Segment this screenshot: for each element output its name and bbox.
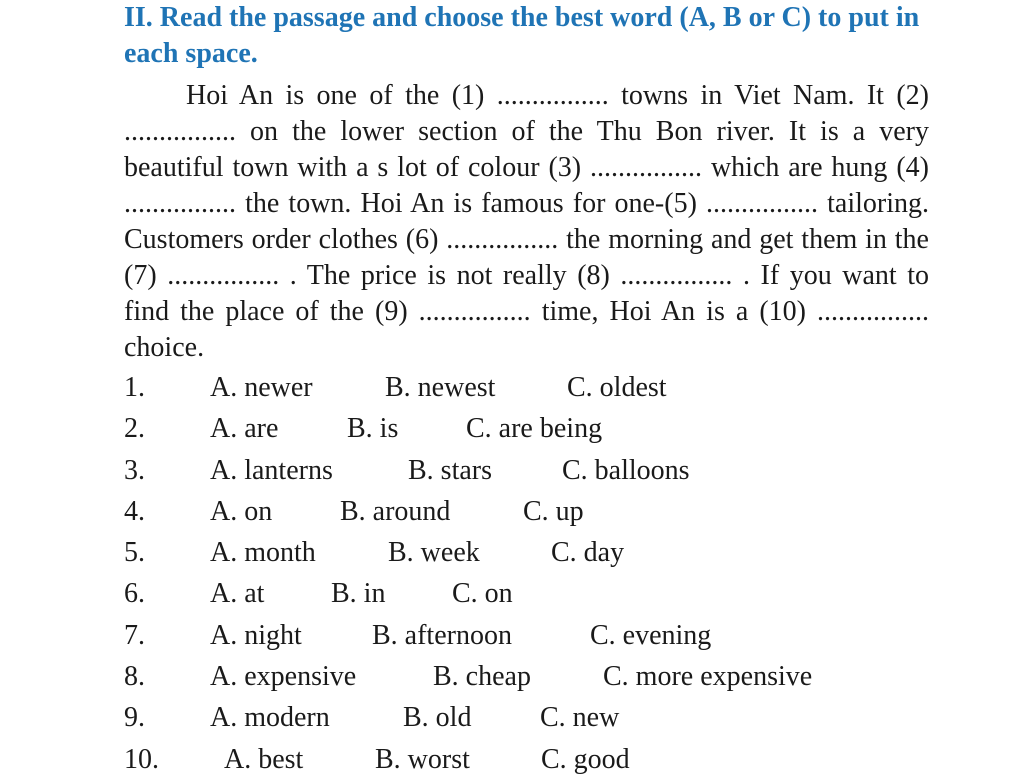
blank-6: ................ <box>446 224 559 255</box>
reading-passage <box>124 78 929 366</box>
passage-text: on the lower section of the Thu Bon river. It is a very beautiful town with a s lot of colour (3) <box>124 116 929 183</box>
blank-5: ................ <box>706 188 819 219</box>
question-row <box>124 656 924 697</box>
exercise-heading: II. Read the passage and choose the best word (A, B or C) to put in each space. <box>124 2 920 69</box>
option-c: C. evening <box>590 619 712 651</box>
option-a: A. at <box>210 578 265 610</box>
answer-options <box>124 367 924 780</box>
question-row <box>124 408 924 449</box>
option-a: A. lanterns <box>210 454 333 486</box>
passage-text: towns in Viet Nam. It (2) <box>608 80 930 111</box>
option-b: B. worst <box>375 743 470 775</box>
blank-9: ................ <box>418 296 531 327</box>
question-row <box>124 450 924 491</box>
option-a: A. best <box>224 743 304 775</box>
option-c: C. day <box>551 537 625 569</box>
option-b: B. around <box>340 495 451 527</box>
question-row <box>124 739 924 780</box>
passage-text: the morning and get them in the (7) <box>124 224 929 291</box>
option-a: A. are <box>210 413 279 445</box>
option-b: B. in <box>331 578 386 610</box>
question-row <box>124 573 924 614</box>
option-b: B. newest <box>385 372 496 403</box>
option-c: C. oldest <box>567 372 667 403</box>
passage-text: . If you want to find the place of the (9) <box>124 260 929 327</box>
option-a: A. modern <box>210 702 330 734</box>
passage-text: Hoi An is one of the (1) <box>186 80 497 111</box>
passage-text: time, Hoi An is a (10) <box>530 296 817 327</box>
blank-10: ................ <box>817 296 929 327</box>
question-number: 5. <box>124 537 145 569</box>
question-number: 6. <box>124 578 145 610</box>
question-row <box>124 367 924 408</box>
question-number: 2. <box>124 413 145 445</box>
blank-7: ................ <box>167 260 280 291</box>
option-a: A. expensive <box>210 661 357 693</box>
passage-text: choice. <box>124 332 205 363</box>
passage-text: which are hung (4) <box>702 152 929 183</box>
option-b: B. week <box>388 537 480 569</box>
option-c: C. on <box>452 578 513 610</box>
passage-text: . The price is not really (8) <box>279 260 621 291</box>
question-number: 4. <box>124 495 145 527</box>
option-c: C. new <box>540 702 620 734</box>
passage-text: the town. Hoi An is famous for one-(5) <box>236 188 707 219</box>
option-c: C. more expensive <box>603 661 813 693</box>
question-row <box>124 615 924 656</box>
question-number: 1. <box>124 372 145 403</box>
option-c: C. up <box>523 495 584 527</box>
blank-2: ................ <box>124 116 236 147</box>
blank-3: ................ <box>590 152 703 183</box>
passage-text: tailoring. Customers order clothes (6) <box>124 188 929 255</box>
blank-1: ................ <box>496 80 609 111</box>
option-b: B. cheap <box>433 661 531 693</box>
blank-8: ................ <box>620 260 733 291</box>
option-c: C. good <box>541 743 630 775</box>
exercise-page <box>124 0 929 366</box>
question-number: 10. <box>124 743 159 775</box>
option-c: C. balloons <box>562 454 690 486</box>
question-row <box>124 491 924 532</box>
question-row <box>124 697 924 738</box>
option-b: B. old <box>403 702 472 734</box>
question-number: 7. <box>124 619 145 651</box>
question-number: 8. <box>124 661 145 693</box>
blank-4: ................ <box>124 188 236 219</box>
question-number: 3. <box>124 454 145 486</box>
option-a: A. on <box>210 495 273 527</box>
option-a: A. newer <box>210 372 313 403</box>
option-a: A. month <box>210 537 316 569</box>
question-number: 9. <box>124 702 145 734</box>
option-c: C. are being <box>466 413 603 445</box>
option-b: B. stars <box>408 454 492 486</box>
option-a: A. night <box>210 619 302 651</box>
option-b: B. is <box>347 413 399 445</box>
question-row <box>124 532 924 573</box>
option-b: B. afternoon <box>372 619 512 651</box>
